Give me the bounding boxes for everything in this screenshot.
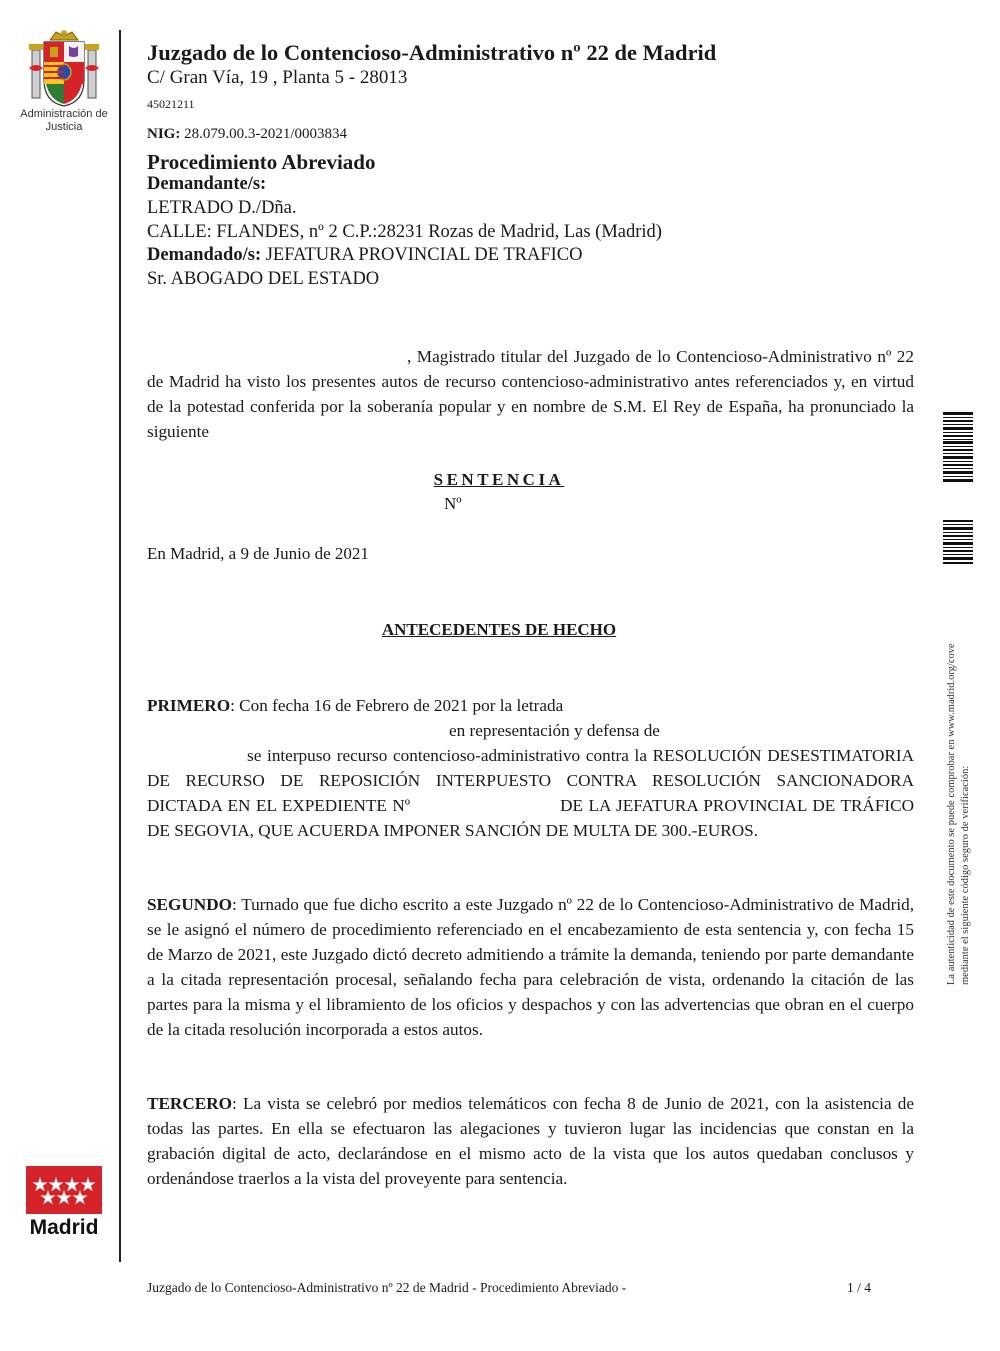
administracion-de-justicia-label: Administración de Justicia bbox=[20, 108, 108, 133]
verification-note bbox=[945, 565, 973, 985]
primero-label: PRIMERO bbox=[147, 696, 231, 715]
sentencia-number-label: Nº bbox=[444, 494, 462, 513]
defendant-name: JEFATURA PROVINCIAL DE TRAFICO bbox=[265, 245, 583, 265]
madrid-logo-label: Madrid bbox=[29, 1216, 99, 1239]
margin-divider bbox=[119, 30, 121, 1262]
plaintiff-label: Demandante/s: bbox=[147, 174, 267, 194]
page-number: 1 / 4 bbox=[847, 1280, 872, 1295]
intro-paragraph: , Magistrado titular del Juzgado de lo Contencioso-Administrativo nº 22 de Madrid ha visto los presentes autos de recurso contencioso-administrativo antes referenciados y, en virtud de la potestad conferida por la soberanía popular y en nombre de S.M. El Rey de España, ha pronunciado la siguiente bbox=[147, 347, 914, 441]
date-line: En Madrid, a 9 de Junio de 2021 bbox=[147, 544, 369, 563]
madrid-flag-icon bbox=[26, 1166, 102, 1214]
segundo-paragraph: SEGUNDO: Turnado que fue dicho escrito a este Juzgado nº 22 de lo Contencioso-Administrativo de Madrid, se le asignó el número de procedimiento referenciado en el encabezamiento de esta sentencia y, con fecha 15 de Marzo de 2021, este Juzgado dictó decreto admitiendo a trámite la demanda, teniendo por parte demandante a la citada representación procesal, señalando fecha para celebración de vista, ordenando la citación de las partes para la misma y el libramiento de los oficios y despachos y con las advertencias que obran en el cuerpo de la citada resolución incorporada a estos autos. bbox=[147, 895, 914, 1039]
procedure-type: Procedimiento Abreviado bbox=[147, 150, 376, 174]
barcode-icon bbox=[943, 412, 973, 482]
primero-line-3: se interpuso recurso contencioso-administrativo contra la RESOLUCIÓN DESESTIMATORIA DE RECURSO DE REPOSICIÓN INTERPUESTO CONTRA RESOLUCIÓN SANCIONADORA DICTADA EN EL EXPEDIENTE Nº DE LA JEFATURA PROVINCIAL DE TRÁFICO DE SEGOVIA, QUE ACUERDA IMPONER SANCIÓN DE MULTA DE 300.-EUROS. bbox=[147, 746, 914, 840]
defendant-line bbox=[147, 245, 583, 266]
defendant-label: Demandado/s: bbox=[147, 245, 262, 265]
antecedentes-heading: ANTECEDENTES DE HECHO bbox=[381, 620, 617, 639]
segundo-label: SEGUNDO bbox=[147, 895, 232, 914]
nig-value: 28.079.00.3-2021/0003834 bbox=[184, 126, 348, 142]
court-address: C/ Gran Vía, 19 , Planta 5 - 28013 bbox=[147, 67, 408, 88]
tercero-label: TERCERO bbox=[147, 1094, 232, 1113]
verification-line-2: mediante el siguiente código seguro de verificación: bbox=[960, 765, 971, 985]
plaintiff-name: LETRADO D./Dña. bbox=[147, 198, 297, 218]
comunidad-de-madrid-logo bbox=[26, 1166, 102, 1246]
primero-line-2: en representación y defensa de bbox=[449, 721, 660, 740]
barcode-icon bbox=[943, 520, 973, 564]
plaintiff-address: CALLE: FLANDES, nº 2 C.P.:28231 Rozas de Madrid, Las (Madrid) bbox=[147, 222, 662, 242]
primero-paragraph bbox=[147, 693, 914, 843]
nig-label: NIG: bbox=[147, 126, 181, 142]
footer-text: Juzgado de lo Contencioso-Administrativo nº 22 de Madrid - Procedimiento Abreviado - bbox=[147, 1280, 627, 1295]
nig-line bbox=[147, 126, 347, 143]
spain-coat-of-arms-icon bbox=[26, 28, 102, 110]
sentencia-title: SENTENCIA bbox=[433, 470, 565, 489]
court-code: 45021211 bbox=[147, 97, 195, 111]
verification-line-1: La autenticidad de este documento se puede comprobar en www.madrid.org/cove bbox=[946, 643, 957, 985]
primero-line-1: PRIMERO: Con fecha 16 de Febrero de 2021 por la letrada bbox=[147, 696, 564, 715]
court-name: Juzgado de lo Contencioso-Administrativo nº 22 de Madrid bbox=[147, 40, 717, 65]
tercero-paragraph: TERCERO: La vista se celebró por medios telemáticos con fecha 8 de Junio de 2021, con la asistencia de todas las partes. En ella se efectuaron las alegaciones y tuvieron lugar las incidencias que constan en la grabación digital de acto, declarándose en el mismo acto de la vista que los autos quedaban conclusos y ordenándose traerlos a la vista del proveyente para sentencia. bbox=[147, 1094, 914, 1188]
defendant-representative: Sr. ABOGADO DEL ESTADO bbox=[147, 269, 380, 289]
